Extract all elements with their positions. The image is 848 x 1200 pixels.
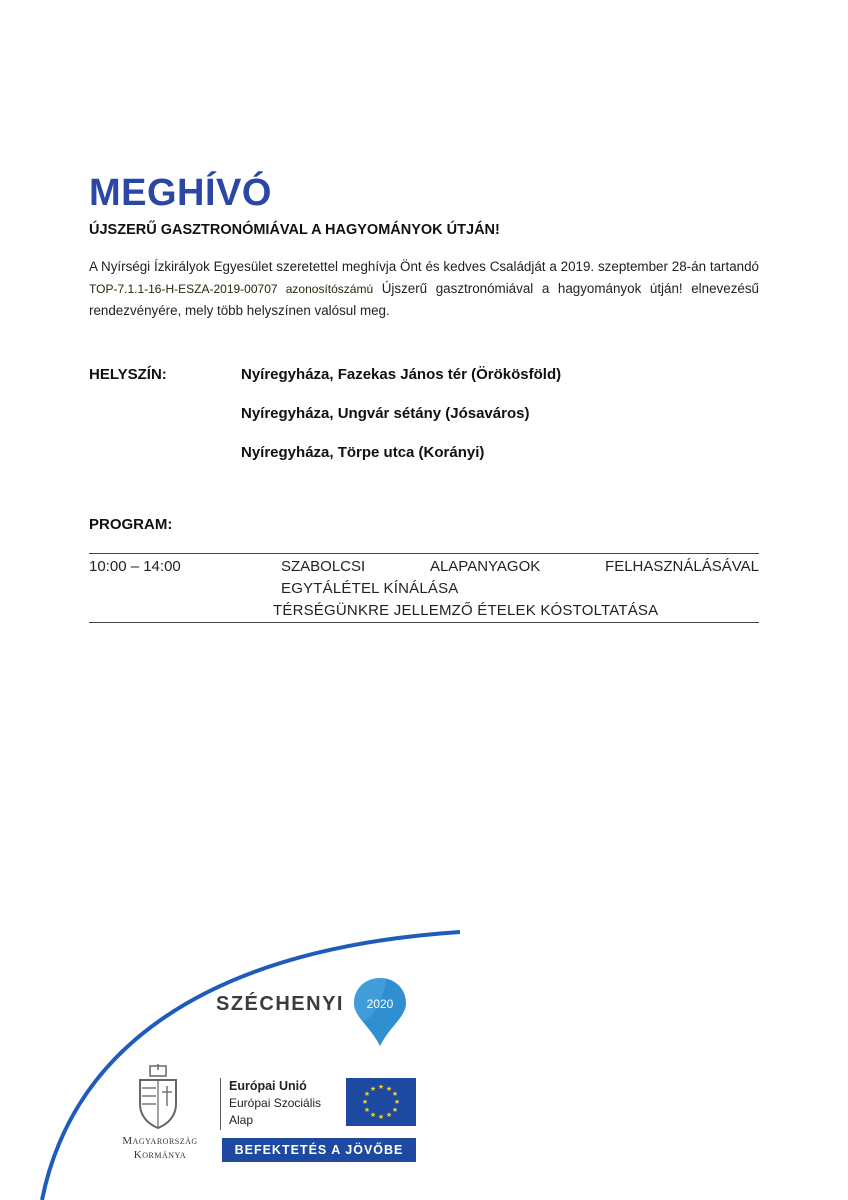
svg-text:★: ★ [391, 1090, 399, 1098]
svg-text:★: ★ [369, 1111, 377, 1119]
locations-label: HELYSZÍN: [89, 366, 167, 383]
program-bottom-rule [89, 622, 759, 623]
eu-fund-line: Európai Szociális [229, 1096, 322, 1110]
svg-text:★: ★ [391, 1106, 399, 1114]
invest-banner: BEFEKTETÉS A JÖVŐBE [222, 1138, 416, 1162]
program-line-3: TÉRSÉGÜNKRE JELLEMZŐ ÉTELEK KÓSTOLTATÁSA [273, 602, 659, 619]
eu-flag-icon [346, 1078, 416, 1126]
eu-fund-line: Alap [229, 1113, 254, 1127]
program-word: SZABOLCSI [281, 558, 366, 575]
svg-text:★: ★ [385, 1111, 393, 1119]
government-line-2: Kormánya [133, 1149, 187, 1161]
svg-text:★: ★ [393, 1098, 401, 1106]
program-label: PROGRAM: [89, 516, 173, 533]
government-logo-text [108, 1134, 212, 1162]
location-item: Nyíregyháza, Fazekas János tér (Örökösföld) [241, 366, 562, 383]
szechenyi-pin-icon [352, 976, 408, 1048]
program-word: ALAPANYAGOK [429, 558, 541, 575]
intro-text-end: Újszerű gasztronómiával a hagyományok útján! elnevezésű rendezvényére, mely több helyszínen valósul meg. [89, 281, 759, 318]
svg-text:★: ★ [363, 1090, 371, 1098]
svg-text:★: ★ [369, 1085, 377, 1093]
intro-paragraph [89, 256, 759, 322]
program-word: FELHASZNÁLÁSÁVAL [605, 558, 759, 575]
program-line-2: EGYTÁLÉTEL KÍNÁLÁSA [281, 580, 459, 597]
svg-text:★: ★ [361, 1098, 369, 1106]
location-item: Nyíregyháza, Törpe utca (Korányi) [241, 444, 485, 461]
program-line-1 [281, 558, 759, 575]
project-code: TOP-7.1.1-16-H-ESZA-2019-00707 azonosítószámú [89, 282, 374, 296]
szechenyi-year: 2020 [366, 997, 394, 1011]
government-line-1: Magyarország [122, 1135, 198, 1147]
page-title: MEGHÍVÓ [89, 172, 272, 214]
location-item: Nyíregyháza, Ungvár sétány (Jósaváros) [241, 405, 530, 422]
program-top-rule [89, 553, 759, 554]
svg-text:★: ★ [385, 1085, 393, 1093]
hungarian-crest-icon [136, 1064, 180, 1130]
page-subtitle: ÚJSZERŰ GASZTRONÓMIÁVAL A HAGYOMÁNYOK ÚTJÁN! [89, 222, 500, 238]
logo-divider [220, 1078, 221, 1130]
eu-title: Európai Unió [229, 1079, 307, 1093]
szechenyi-logo-text: SZÉCHENYI [216, 993, 344, 1015]
program-time: 10:00 – 14:00 [89, 558, 181, 575]
svg-text:★: ★ [363, 1106, 371, 1114]
svg-text:★: ★ [377, 1113, 385, 1121]
svg-text:★: ★ [377, 1083, 385, 1091]
intro-text-start: A Nyírségi Ízkirályok Egyesület szeretettel meghívja Önt és kedves Családját a 2019. szeptember 28-án tartandó [89, 259, 759, 274]
